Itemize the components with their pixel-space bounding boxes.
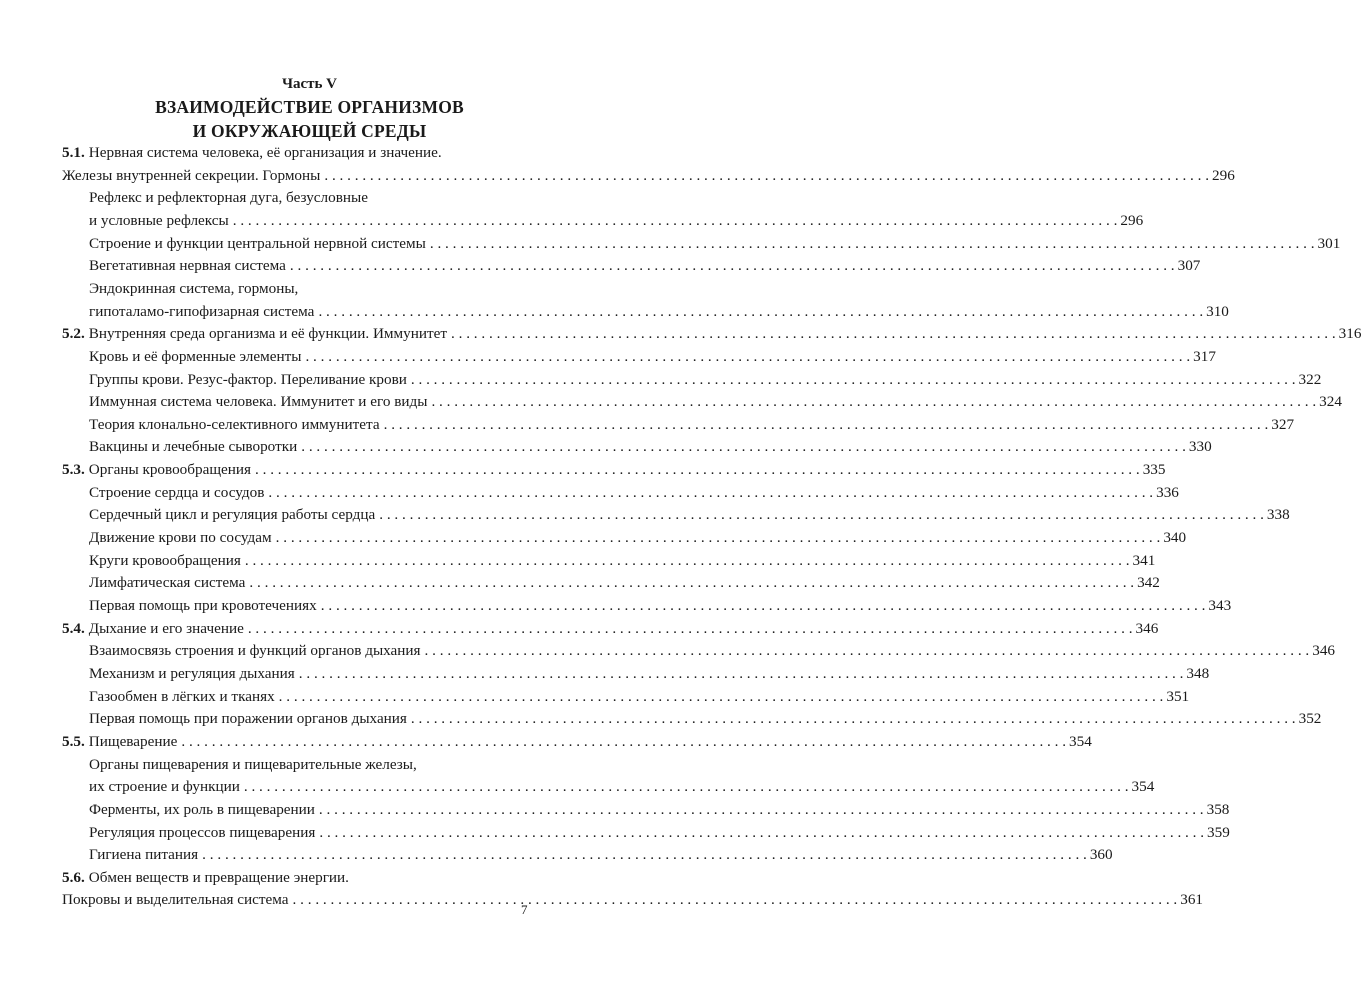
- dot-leader: [293, 891, 1178, 909]
- dot-leader: [318, 303, 1203, 321]
- dot-leader: [324, 167, 1209, 185]
- entry-page-number: 317: [1193, 347, 1216, 365]
- entry-title: и условные рефлексы: [89, 211, 229, 229]
- toc-entry[interactable]: [89, 846, 1113, 868]
- entry-title: Строение и функции центральной нервной системы: [89, 234, 426, 252]
- dot-leader: [451, 325, 1336, 343]
- toc-entry[interactable]: [89, 506, 1290, 528]
- entry-page-number: 296: [1120, 211, 1144, 229]
- entry-title: Вакцины и лечебные сыворотки: [89, 438, 298, 456]
- dot-leader: [299, 665, 1184, 683]
- entry-title: Движение крови по сосудам: [89, 529, 272, 547]
- entry-title: Пищеварение: [88, 732, 178, 750]
- entry-page-number: 360: [1089, 846, 1113, 864]
- dot-leader: [431, 393, 1316, 411]
- entry-title: Лимфатическая система: [89, 574, 246, 592]
- entry-title: Рефлекс и рефлекторная дуга, безусловные: [89, 189, 368, 207]
- entry-page-number: 361: [1180, 891, 1203, 909]
- entry-page-number: 346: [1312, 642, 1335, 660]
- entry-page-number: 335: [1142, 461, 1166, 479]
- dot-leader: [319, 801, 1204, 819]
- dot-leader: [290, 257, 1175, 275]
- dot-leader: [255, 461, 1140, 479]
- toc-entry[interactable]: [62, 166, 1235, 189]
- toc-entry[interactable]: [89, 823, 1230, 846]
- entry-page-number: 338: [1266, 506, 1290, 524]
- toc-section-entry[interactable]: [62, 325, 1361, 347]
- dot-leader: [411, 371, 1296, 389]
- entry-title: Эндокринная система, гормоны,: [89, 279, 299, 297]
- dot-leader: [276, 529, 1161, 547]
- section-number: 5.3.: [62, 461, 85, 479]
- entry-title: Сердечный цикл и регуляция работы сердца: [89, 506, 376, 524]
- toc-entry[interactable]: [89, 551, 1156, 574]
- toc-entry[interactable]: [89, 597, 1232, 619]
- dot-leader: [430, 235, 1315, 253]
- entry-page-number: 327: [1271, 415, 1295, 433]
- toc-entry[interactable]: [89, 257, 1201, 279]
- dot-leader: [301, 438, 1186, 456]
- entry-page-number: 359: [1207, 823, 1230, 841]
- entry-title: Внутренняя среда организма и её функции. Иммунитет: [88, 325, 447, 343]
- dot-leader: [425, 642, 1310, 660]
- entry-page-number: 301: [1317, 234, 1341, 252]
- entry-title: Покровы и выделительная система: [62, 891, 289, 909]
- entry-page-number: 342: [1137, 574, 1160, 592]
- dot-leader: [319, 824, 1204, 842]
- toc-entry[interactable]: [89, 642, 1335, 664]
- toc-section-entry[interactable]: [62, 144, 556, 166]
- entry-page-number: 343: [1208, 597, 1232, 614]
- entry-page-number: 324: [1319, 393, 1342, 411]
- dot-leader: [321, 597, 1206, 615]
- toc-entry[interactable]: [89, 189, 556, 211]
- toc-entry[interactable]: [89, 574, 1160, 596]
- dot-leader: [384, 416, 1269, 434]
- toc-entry[interactable]: [89, 370, 1322, 393]
- entry-page-number: 307: [1177, 257, 1201, 275]
- entry-page-number: 310: [1206, 302, 1229, 320]
- entry-page-number: 358: [1206, 800, 1230, 818]
- toc-section-entry[interactable]: [62, 619, 1159, 642]
- part-title-line-2: И ОКРУЖАЮЩЕЙ СРЕДЫ: [192, 121, 427, 141]
- section-number: 5.1.: [62, 144, 85, 161]
- dot-leader: [305, 348, 1190, 366]
- entry-page-number: 340: [1163, 529, 1187, 547]
- toc-section-entry[interactable]: [62, 869, 556, 891]
- dot-leader: [244, 778, 1129, 796]
- entry-title: Кровь и её форменные элементы: [89, 347, 302, 365]
- entry-page-number: 316: [1338, 325, 1361, 343]
- toc-entry[interactable]: [89, 687, 1190, 710]
- section-number: 5.2.: [62, 325, 85, 343]
- toc-entry[interactable]: [89, 529, 1187, 551]
- entry-page-number: 296: [1212, 166, 1235, 184]
- entry-page-number: 351: [1166, 687, 1190, 705]
- toc-entry[interactable]: [89, 234, 1341, 257]
- entry-title: Обмен веществ и превращение энергии.: [88, 868, 349, 886]
- toc-entry[interactable]: [89, 415, 1295, 438]
- entry-title: Теория клонально-селективного иммунитета: [89, 415, 380, 433]
- toc-entry[interactable]: [89, 664, 1210, 687]
- toc-section-entry[interactable]: [62, 732, 1092, 755]
- page-number: 7: [521, 902, 528, 917]
- entry-page-number: 336: [1156, 483, 1179, 501]
- entry-title: Органы кровообращения: [88, 461, 252, 479]
- entry-title: гипоталамо-гипофизарная система: [89, 302, 315, 320]
- section-number: 5.5.: [62, 732, 85, 750]
- dot-leader: [411, 710, 1296, 728]
- entry-title: Газообмен в лёгких и тканях: [89, 687, 275, 705]
- dot-leader: [379, 506, 1264, 524]
- dot-leader: [245, 552, 1130, 570]
- toc-entry[interactable]: [89, 483, 1179, 506]
- entry-page-number: 348: [1186, 664, 1210, 682]
- entry-title: Взаимосвязь строения и функций органов дыхания: [89, 642, 421, 660]
- dot-leader: [268, 484, 1153, 502]
- entry-title: Железы внутренней секреции. Гормоны: [62, 166, 321, 184]
- entry-title: Дыхание и его значение: [88, 619, 244, 637]
- part-title-line-1: ВЗАИМОДЕЙСТВИЕ ОРГАНИЗМОВ: [155, 97, 464, 117]
- entry-title: Ферменты, их роль в пищеварении: [89, 800, 315, 818]
- dot-leader: [202, 846, 1087, 864]
- section-number: 5.4.: [62, 619, 85, 637]
- section-number: 5.6.: [62, 868, 85, 886]
- entry-title: Строение сердца и сосудов: [89, 483, 265, 501]
- entry-page-number: 330: [1188, 438, 1212, 456]
- dot-leader: [248, 620, 1133, 638]
- dot-leader: [181, 733, 1066, 751]
- entry-title: Механизм и регуляция дыхания: [89, 664, 295, 682]
- toc-entry[interactable]: [89, 280, 556, 302]
- toc-entry[interactable]: [89, 800, 1230, 823]
- entry-title: их строение и функции: [89, 778, 240, 796]
- toc-entry[interactable]: [89, 393, 1342, 415]
- entry-title: Органы пищеварения и пищеварительные железы,: [89, 755, 417, 773]
- entry-title: Круги кровообращения: [89, 551, 241, 569]
- toc-entry[interactable]: [62, 891, 1203, 913]
- part-label: Часть V: [281, 76, 338, 92]
- entry-page-number: 352: [1298, 710, 1322, 728]
- entry-title: Группы крови. Резус-фактор. Переливание крови: [89, 370, 407, 388]
- dot-leader: [233, 212, 1118, 230]
- entry-title: Нервная система человека, её организация и значение.: [88, 144, 442, 161]
- toc-section-entry[interactable]: [62, 461, 1166, 483]
- dot-leader: [249, 574, 1134, 592]
- entry-title: Первая помощь при кровотечениях: [89, 597, 317, 614]
- dot-leader: [279, 688, 1164, 706]
- entry-page-number: 346: [1135, 619, 1159, 637]
- entry-page-number: 354: [1069, 732, 1092, 750]
- entry-page-number: 322: [1298, 370, 1322, 388]
- toc-entry[interactable]: [89, 756, 556, 778]
- toc-entry[interactable]: [89, 778, 1155, 800]
- toc-entry[interactable]: [89, 211, 1144, 234]
- toc-entry[interactable]: [89, 302, 1229, 325]
- entry-page-number: 341: [1132, 551, 1156, 569]
- entry-title: Регуляция процессов пищеварения: [89, 823, 316, 841]
- entry-title: Иммунная система человека. Иммунитет и его виды: [89, 393, 428, 411]
- toc-entry[interactable]: [89, 347, 1216, 370]
- entry-title: Первая помощь при поражении органов дыхания: [89, 710, 407, 728]
- toc-entry[interactable]: [89, 710, 1322, 732]
- entry-title: Гигиена питания: [89, 846, 199, 864]
- entry-title: Вегетативная нервная система: [89, 257, 286, 275]
- entry-page-number: 354: [1131, 778, 1155, 796]
- toc-entry[interactable]: [89, 438, 1212, 460]
